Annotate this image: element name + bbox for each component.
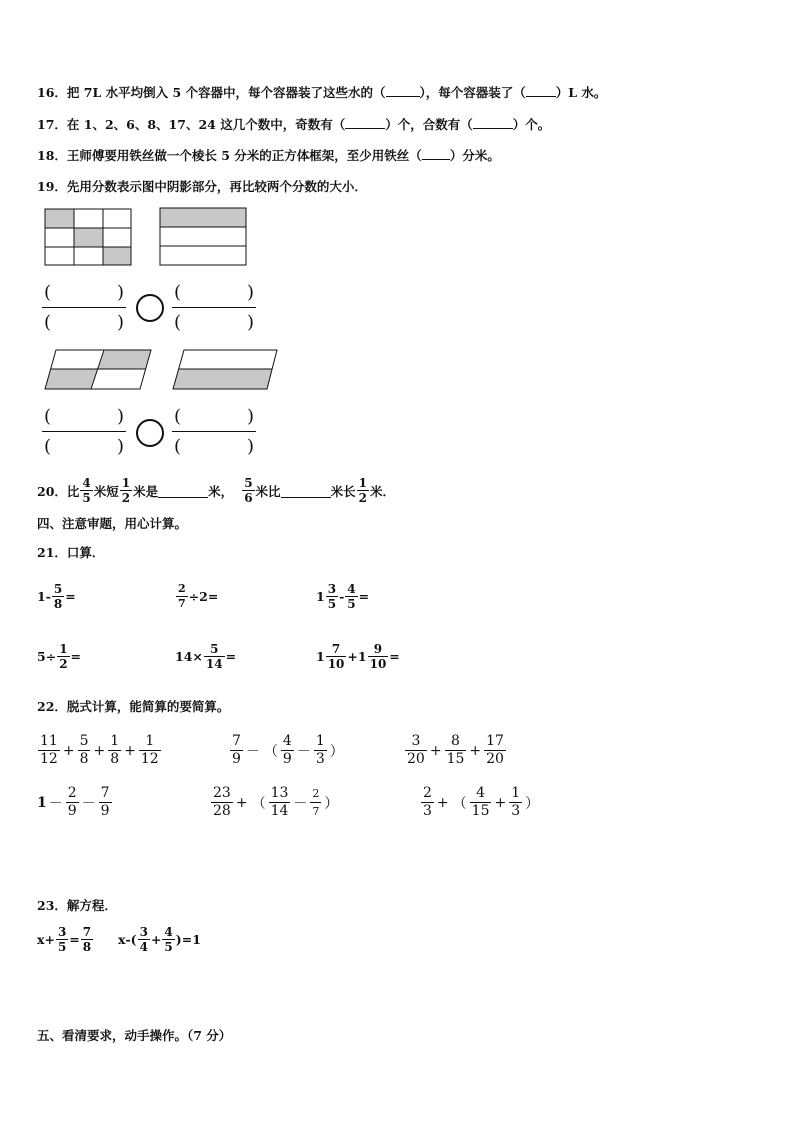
question-19 [37,177,367,195]
numerator: 11 [40,733,58,749]
denominator: 2 [121,491,131,505]
q19-number: 19． [37,179,67,194]
minus-sign: － [245,743,260,760]
denominator: 5 [57,940,67,954]
equals-sign: = [358,589,370,604]
fraction [368,642,389,671]
fraction [81,925,93,954]
numerator: 7 [82,925,92,939]
numerator: 1 [110,733,120,749]
q20-text-7: 米． [369,483,395,499]
fraction [269,785,291,820]
equals-sign: = [181,932,193,947]
numerator: 5 [210,642,219,656]
fraction [176,582,188,611]
numerator: 4 [347,582,356,596]
calc-expression-1 [37,733,162,768]
left-paren: （ [263,743,278,760]
plus-sign: + [150,932,162,947]
numerator: 13 [270,785,289,801]
denominator: 10 [327,657,345,671]
q16-blank-1[interactable] [386,96,420,97]
divisor: 2 [199,589,208,604]
paren-close: ) [246,282,254,303]
question-17 [37,115,550,133]
denominator: 2 [358,491,367,505]
q16-text-a: 把 7L 水平均倒入 5 个容器中，每个容器装了这些水的（ [66,85,386,100]
paren-open: ( [174,282,182,303]
plus-sign: + [347,649,358,664]
paren-close: ) [246,312,254,333]
answer-frac-4-num[interactable] [174,406,254,427]
plus-sign: + [494,794,507,811]
rhs-value: 1 [192,932,201,947]
numerator: 7 [232,733,241,749]
answer-frac-2-den[interactable] [174,312,254,333]
left-paren: （ [251,795,266,812]
plus-sign: + [44,932,55,947]
denominator: 20 [407,751,425,767]
equals-sign: = [65,589,76,604]
paren-open: ( [44,436,52,457]
q21-number: 21． [37,545,67,560]
numerator: 5 [53,582,63,596]
minus-sign: － [48,795,63,812]
numerator: 5 [244,476,253,490]
q17-number: 17． [37,117,67,132]
fraction [66,785,79,820]
numerator: 1 [511,785,521,801]
q17-blank-2[interactable] [473,128,513,129]
equals-sign: = [207,589,219,604]
q19-text: 先用分数表示图中阴影部分，再比较两个分数的大小． [66,179,367,194]
paren-open: ( [44,282,52,303]
denominator: 14 [205,657,223,671]
q17-text-c: ）个。 [512,117,551,132]
variable-x: x [37,932,45,947]
compare-circle-2[interactable] [136,419,164,447]
oral-calc-2 [175,582,218,611]
oral-calc-4 [37,642,81,671]
equals-sign: = [225,649,237,664]
whole-number: 14 [175,649,193,664]
paren-close: ) [116,436,124,457]
numerator: 7 [331,642,341,656]
q18-blank[interactable] [422,159,450,160]
right-paren: ） [324,795,339,812]
fraction [56,925,68,954]
numerator: 3 [139,925,148,939]
numerator: 1 [59,642,68,656]
calc-expression-5 [210,785,340,820]
plus-sign: + [62,742,75,759]
oral-calc-3 [316,582,369,611]
denominator: 15 [446,751,465,767]
whole-number: 1 [316,649,325,664]
numerator: 8 [451,733,460,749]
minus-sign: － [81,795,96,812]
fraction [345,582,357,611]
paren-close: ) [246,436,254,457]
q23-number: 23． [37,898,67,913]
fraction [80,476,92,505]
q18-text-a: 王师傅要用铁丝做一个棱长 5 分米的正方体框架，至少用铁丝（ [66,148,422,163]
fraction [405,733,427,768]
answer-frac-4-den[interactable] [174,436,254,457]
q21-text: 口算． [66,545,105,560]
paren-open: ( [174,312,182,333]
numerator: 1 [121,476,131,490]
fraction [445,733,467,768]
question-23 [37,896,117,914]
q16-blank-2[interactable] [526,96,556,97]
paren-open: ( [44,406,52,427]
q20-number: 20． [37,483,67,499]
q20-text-5: 米比 [255,483,281,499]
fraction [310,785,321,820]
equals-sign: = [389,649,400,664]
numerator: 2 [312,787,320,800]
question-22 [37,697,229,715]
numerator: 1 [358,476,367,490]
fraction [99,785,112,820]
denominator: 14 [270,803,289,819]
whole-number: 1 [37,794,47,811]
whole-number: 5 [37,649,46,664]
minus-sign: － [293,795,308,812]
q18-number: 18． [37,148,67,163]
denominator: 9 [100,803,110,819]
numerator: 17 [486,733,504,749]
q20-blank-2[interactable] [281,483,331,498]
q16-number: 16． [37,85,67,100]
fraction [421,785,434,820]
right-paren: ） [329,743,344,760]
denominator: 8 [82,940,92,954]
denominator: 9 [232,751,241,767]
times-sign: × [192,649,203,664]
grid-figure-diagonal [44,208,132,266]
denominator: 7 [178,597,186,610]
whole-number: 1 [357,649,367,664]
right-paren: ) [175,932,182,947]
q20-blank-1[interactable] [158,483,208,498]
numerator: 2 [423,785,432,801]
numerator: 4 [476,785,486,801]
answer-frac-4-bar [172,431,256,432]
plus-sign: + [124,742,136,759]
answer-frac-3-den[interactable] [44,436,124,457]
answer-frac-1-bar [42,307,126,308]
fraction [357,476,369,505]
denominator: 28 [213,803,231,819]
q17-text-b: ）个，合数有（ [385,117,473,132]
denominator: 8 [110,751,120,767]
fraction [211,785,233,820]
whole-number: 1 [316,589,325,604]
denominator: 12 [40,751,58,767]
plus-sign: + [469,742,482,759]
oral-calc-6 [316,642,400,671]
q20-text-2: 米短 [93,483,119,499]
numerator: 5 [79,733,89,749]
denominator: 3 [423,803,432,819]
numerator: 9 [373,642,383,656]
oral-calc-1 [37,582,76,611]
denominator: 20 [486,751,504,767]
question-21 [37,543,104,561]
numerator: 3 [57,925,67,939]
equals-sign: = [70,649,82,664]
fraction [230,733,243,768]
numerator: 2 [178,582,186,595]
numerator: 2 [67,785,77,801]
q16-text-b: ），每个容器装了（ [419,85,526,100]
question-18 [37,146,500,164]
paren-close: ) [116,282,124,303]
parallelogram-figure-quarters [44,349,154,391]
equals-sign: = [69,932,80,947]
fraction [509,785,522,820]
denominator: 10 [369,657,387,671]
denominator: 3 [315,751,325,767]
minus-sign: - [45,589,51,604]
paren-open: ( [174,436,182,457]
denominator: 8 [53,597,63,611]
fraction [204,642,225,671]
calc-expression-4 [37,785,113,820]
equation-1 [37,925,94,954]
numerator: 4 [164,925,173,939]
q16-text-c: ）L 水。 [555,85,607,100]
paren-close: ) [116,312,124,333]
answer-frac-3-num[interactable] [44,406,124,427]
numerator: 7 [100,785,110,801]
left-paren: （ [452,795,467,812]
calc-expression-3 [404,733,507,768]
section-4-heading: 四、注意审题，用心计算。 [37,516,188,531]
q20-text-3: 米是 [133,483,159,499]
strip-figure-top-shaded [159,207,247,267]
paren-open: ( [44,312,52,333]
minus-sign: － [296,743,311,760]
fraction [57,642,69,671]
denominator: 9 [67,803,77,819]
numerator: 23 [213,785,231,801]
answer-frac-1-den[interactable] [44,312,124,333]
fraction [281,733,294,768]
numerator: 3 [327,582,337,596]
fraction [108,733,121,768]
divide-sign: ÷ [45,649,57,664]
denominator: 4 [139,940,148,954]
calc-expression-2 [229,733,346,768]
oral-calc-5 [175,642,236,671]
denominator: 5 [327,597,337,611]
question-20 [37,476,395,505]
minus-sign: - [339,589,345,604]
q23-text: 解方程． [66,898,117,913]
denominator: 5 [347,597,356,611]
answer-frac-2-num[interactable] [174,282,254,303]
fraction [78,733,91,768]
denominator: 7 [310,802,321,820]
compare-circle-1[interactable] [136,294,164,322]
q20-text-4: 米， [208,483,234,499]
variable-x: x [118,932,126,947]
denominator: 5 [164,940,173,954]
plus-sign: + [93,742,106,759]
fraction [139,733,161,768]
section-5-heading: 五、看清要求，动手操作。（7 分） [37,1028,232,1043]
minus-sign: - [125,932,131,947]
denominator: 6 [244,491,253,505]
calc-expression-6 [420,785,541,820]
right-paren: ） [525,795,540,812]
denominator: 3 [511,803,521,819]
question-16 [37,83,606,101]
paren-open: ( [174,406,182,427]
paren-close: ) [246,406,254,427]
fraction [52,582,64,611]
fraction [120,476,132,505]
denominator: 5 [82,491,91,505]
q17-blank-1[interactable] [345,128,385,129]
fraction [326,642,347,671]
equation-2 [118,925,201,954]
answer-frac-2-bar [172,307,256,308]
denominator: 2 [59,657,68,671]
plus-sign: + [235,794,248,811]
q22-number: 22． [37,699,67,714]
answer-frac-3-bar [42,431,126,432]
fraction [242,476,254,505]
whole-number: 1 [37,589,46,604]
denominator: 12 [140,751,159,767]
fraction [314,733,327,768]
paren-close: ) [116,406,124,427]
parallelogram-figure-half [172,349,280,391]
numerator: 3 [411,733,421,749]
denominator: 9 [282,751,292,767]
plus-sign: + [429,742,442,759]
numerator: 4 [282,733,292,749]
numerator: 4 [82,476,91,490]
denominator: 15 [471,803,490,819]
fraction [162,925,174,954]
q18-text-b: ）分米。 [449,148,500,163]
q20-text-1: 比 [66,483,80,499]
denominator: 8 [79,751,89,767]
q22-text: 脱式计算，能简算的要简算。 [66,699,230,714]
fraction [38,733,60,768]
fraction [138,925,150,954]
answer-frac-1-num[interactable] [44,282,124,303]
fraction [326,582,338,611]
numerator: 1 [145,733,155,749]
fraction [484,733,506,768]
left-paren: ( [130,932,137,947]
numerator: 1 [315,733,325,749]
plus-sign: + [436,794,449,811]
q20-text-6: 米长 [330,483,356,499]
q17-text-a: 在 1、2、6、8、17、24 这几个数中，奇数有（ [66,117,346,132]
fraction [470,785,492,820]
divide-sign: ÷ [188,589,200,604]
